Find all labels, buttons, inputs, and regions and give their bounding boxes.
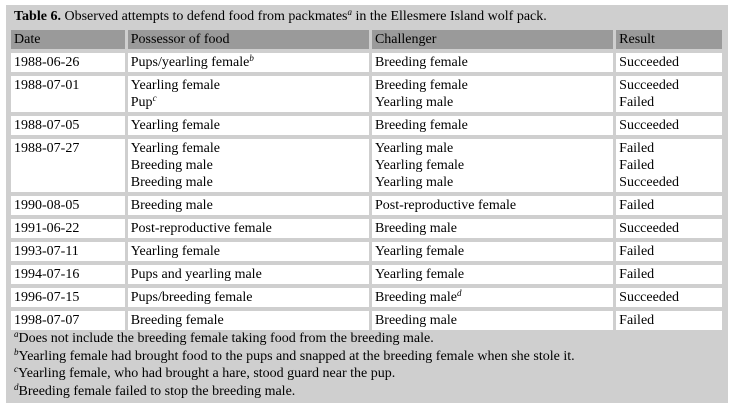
cell-result bbox=[613, 116, 722, 135]
footnote-text: Breeding female failed to stop the breeding male. bbox=[18, 383, 296, 399]
table-row bbox=[11, 53, 722, 72]
cell-result bbox=[613, 311, 722, 330]
cell-result-text: Succeeded bbox=[619, 221, 680, 236]
cell-possessor-line bbox=[131, 140, 366, 157]
caption-text: Observed attempts to defend food from packmates bbox=[60, 9, 348, 24]
cell-result bbox=[613, 242, 722, 261]
cell-possessor-text: Pups/breeding female bbox=[130, 290, 253, 305]
cell-challenger-text: Yearling female bbox=[374, 244, 465, 259]
cell-challenger-line bbox=[375, 157, 610, 174]
cell-result-text: Failed bbox=[619, 313, 655, 328]
cell-result bbox=[613, 219, 722, 238]
header-result: Result bbox=[613, 30, 722, 49]
cell-result bbox=[613, 76, 722, 112]
cell-result-text: Failed bbox=[619, 158, 655, 173]
cell-challenger-text: Post-reproductive female bbox=[374, 198, 517, 213]
cell-result-text: Failed bbox=[619, 244, 655, 259]
cell-result-line bbox=[619, 94, 719, 111]
cell-possessor bbox=[125, 53, 369, 72]
cell-result-text: Succeeded bbox=[619, 290, 680, 305]
table-row bbox=[11, 265, 722, 284]
footnote-mark: d bbox=[14, 381, 19, 392]
observations-table bbox=[11, 26, 722, 334]
cell-result-text: Failed bbox=[619, 267, 655, 282]
cell-possessor-text: Yearling female bbox=[130, 141, 220, 156]
cell-possessor-text: Breeding female bbox=[130, 313, 224, 328]
cell-date: 1988-07-01 bbox=[11, 76, 125, 112]
cell-challenger bbox=[369, 76, 613, 112]
cell-possessor-line bbox=[131, 197, 366, 214]
cell-possessor bbox=[125, 311, 369, 330]
cell-challenger-text: Breeding female bbox=[374, 55, 468, 70]
header-possessor: Possessor of food bbox=[125, 30, 369, 49]
header-challenger: Challenger bbox=[369, 30, 613, 49]
cell-possessor-line bbox=[131, 312, 366, 329]
cell-possessor-text: Pups and yearling male bbox=[130, 267, 262, 282]
cell-possessor bbox=[125, 265, 369, 284]
cell-date: 1988-07-05 bbox=[11, 116, 125, 135]
cell-challenger-line bbox=[375, 312, 610, 329]
footnote-mark: c bbox=[152, 93, 157, 103]
footnote-mark: a bbox=[14, 329, 19, 339]
cell-possessor-text: Yearling female bbox=[130, 118, 220, 133]
cell-challenger-text: Yearling female bbox=[374, 267, 465, 282]
cell-result-line bbox=[619, 77, 719, 94]
footnote bbox=[14, 330, 575, 348]
footnote-text: Yearling female, who had brought a hare, stood guard near the pup. bbox=[18, 366, 396, 381]
footnote-mark: b bbox=[14, 346, 19, 357]
cell-challenger bbox=[369, 311, 613, 330]
table-row bbox=[11, 76, 722, 112]
cell-possessor-line bbox=[131, 157, 366, 174]
table-row bbox=[11, 196, 722, 215]
cell-possessor-line bbox=[131, 289, 366, 306]
cell-possessor-line bbox=[131, 266, 366, 283]
table-panel bbox=[6, 5, 728, 403]
cell-result-line bbox=[619, 197, 719, 214]
cell-challenger-line bbox=[375, 266, 610, 283]
cell-possessor-line bbox=[131, 243, 366, 260]
cell-possessor-line bbox=[131, 54, 366, 71]
cell-date: 1991-06-22 bbox=[11, 219, 125, 238]
header-date: Date bbox=[11, 30, 125, 49]
cell-challenger-line bbox=[375, 117, 610, 134]
cell-possessor-text: Pup bbox=[130, 95, 153, 110]
cell-challenger-text: Yearling male bbox=[374, 141, 454, 156]
cell-possessor bbox=[125, 196, 369, 215]
cell-result bbox=[613, 196, 722, 215]
cell-result-text: Failed bbox=[619, 95, 655, 110]
cell-result-line bbox=[619, 140, 719, 157]
cell-result-line bbox=[619, 157, 719, 174]
cell-date: 1990-08-05 bbox=[11, 196, 125, 215]
footnote-text: Does not include the breeding female taking food from the breeding male. bbox=[18, 331, 434, 346]
cell-date: 1996-07-15 bbox=[11, 288, 125, 307]
cell-challenger-text: Breeding male bbox=[374, 290, 457, 305]
cell-result bbox=[613, 139, 722, 192]
table-header-row bbox=[11, 30, 722, 49]
cell-challenger-line bbox=[375, 243, 610, 260]
cell-result bbox=[613, 53, 722, 72]
cell-result-line bbox=[619, 289, 719, 306]
cell-challenger bbox=[369, 116, 613, 135]
cell-result-line bbox=[619, 174, 719, 191]
cell-possessor-text: Breeding male bbox=[130, 198, 213, 213]
cell-possessor-text: Breeding male bbox=[130, 175, 213, 190]
cell-date: 1994-07-16 bbox=[11, 265, 125, 284]
cell-challenger bbox=[369, 53, 613, 72]
cell-date: 1988-06-26 bbox=[11, 53, 125, 72]
cell-possessor-text: Post-reproductive female bbox=[130, 221, 272, 236]
cell-challenger-line bbox=[375, 94, 610, 111]
cell-result-text: Succeeded bbox=[619, 78, 680, 93]
cell-possessor-line bbox=[131, 77, 366, 94]
table-row bbox=[11, 288, 722, 307]
cell-challenger-line bbox=[375, 174, 610, 191]
footnote-text: Yearling female had brought food to the pups and snapped at the breeding female when she stole it. bbox=[18, 348, 575, 364]
cell-challenger-line bbox=[375, 220, 610, 237]
cell-result-text: Succeeded bbox=[619, 55, 680, 70]
cell-challenger-text: Breeding female bbox=[374, 78, 468, 93]
footnote-mark: d bbox=[457, 288, 462, 298]
cell-date: 1988-07-27 bbox=[11, 139, 125, 192]
table-row bbox=[11, 311, 722, 330]
table-body bbox=[11, 53, 722, 330]
cell-possessor-text: Pups/yearling female bbox=[130, 55, 250, 70]
footnote bbox=[14, 348, 575, 366]
cell-result-line bbox=[619, 220, 719, 237]
cell-challenger-line bbox=[375, 54, 610, 71]
cell-possessor bbox=[125, 288, 369, 307]
cell-possessor-text: Breeding male bbox=[130, 158, 213, 173]
cell-result bbox=[613, 288, 722, 307]
footnotes bbox=[14, 330, 575, 400]
cell-result-line bbox=[619, 54, 719, 71]
cell-possessor bbox=[125, 219, 369, 238]
cell-challenger bbox=[369, 139, 613, 192]
cell-challenger bbox=[369, 265, 613, 284]
table-row bbox=[11, 242, 722, 261]
table-row bbox=[11, 139, 722, 192]
cell-possessor-line bbox=[131, 117, 366, 134]
cell-challenger-line bbox=[375, 197, 610, 214]
cell-possessor-line bbox=[131, 174, 366, 191]
cell-result-text: Succeeded bbox=[619, 118, 680, 133]
footnote bbox=[14, 383, 575, 401]
cell-possessor-text: Yearling female bbox=[130, 78, 220, 93]
cell-challenger-text: Breeding female bbox=[374, 118, 468, 133]
cell-challenger-text: Breeding male bbox=[374, 221, 457, 236]
cell-result-text: Failed bbox=[619, 141, 655, 156]
cell-result bbox=[613, 265, 722, 284]
cell-result-line bbox=[619, 117, 719, 134]
cell-result-text: Failed bbox=[619, 198, 655, 213]
cell-challenger-text: Yearling male bbox=[374, 175, 454, 190]
cell-date: 1993-07-11 bbox=[11, 242, 125, 261]
cell-challenger-text: Yearling male bbox=[374, 95, 454, 110]
cell-challenger bbox=[369, 196, 613, 215]
cell-possessor bbox=[125, 139, 369, 192]
cell-challenger bbox=[369, 242, 613, 261]
cell-challenger-line bbox=[375, 77, 610, 94]
cell-challenger-text: Breeding male bbox=[374, 313, 457, 328]
cell-date: 1998-07-07 bbox=[11, 311, 125, 330]
cell-result-text: Succeeded bbox=[619, 175, 680, 190]
cell-possessor bbox=[125, 242, 369, 261]
footnote bbox=[14, 365, 575, 383]
cell-result-line bbox=[619, 243, 719, 260]
cell-challenger bbox=[369, 288, 613, 307]
cell-possessor bbox=[125, 116, 369, 135]
footnote-mark: c bbox=[14, 364, 18, 374]
cell-possessor-line bbox=[131, 220, 366, 237]
cell-possessor bbox=[125, 76, 369, 112]
cell-possessor-line bbox=[131, 94, 366, 111]
cell-challenger-line bbox=[375, 289, 610, 306]
caption-footnote-mark: a bbox=[347, 7, 352, 17]
cell-result-line bbox=[619, 312, 719, 329]
cell-challenger-line bbox=[375, 140, 610, 157]
table-label: Table 6. bbox=[14, 9, 61, 24]
table-caption bbox=[14, 8, 547, 26]
cell-result-line bbox=[619, 266, 719, 283]
cell-challenger-text: Yearling female bbox=[374, 158, 465, 173]
caption-text-tail: in the Ellesmere Island wolf pack. bbox=[351, 9, 547, 24]
footnote-mark: b bbox=[249, 53, 254, 63]
table-row bbox=[11, 219, 722, 238]
cell-possessor-text: Yearling female bbox=[130, 244, 220, 259]
cell-challenger bbox=[369, 219, 613, 238]
table-row bbox=[11, 116, 722, 135]
